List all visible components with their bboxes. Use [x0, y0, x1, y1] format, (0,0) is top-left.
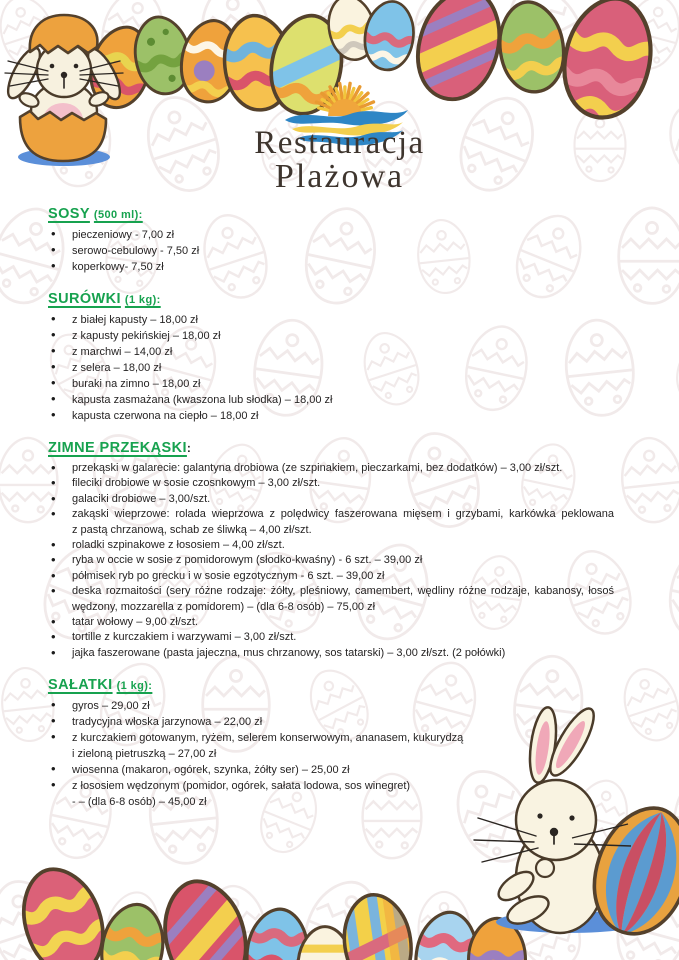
menu-item: • z marchwi – 14,00 zł [48, 344, 614, 360]
section-unit: (1 kg): [124, 294, 161, 306]
menu-item-line: • z łososiem wędzonym (pomidor, ogórek, sałata lodowa, sos winegret) [72, 780, 411, 793]
menu-item-line: z pastą chrzanową, schab ze śliwką – 4,00 zł/szt. [72, 523, 312, 536]
menu-item: • przekąski w galarecie: galantyna drobiowa (ze szpinakiem, pieczarkami, bez dodatków) – 3,00 zł/szt. [48, 461, 614, 476]
menu-item-line: - – (dla 6-8 osób) – 45,00 zł [72, 796, 207, 809]
menu-item: • kapusta zasmażana (kwaszona lub słodka) – 18,00 zł [48, 392, 614, 408]
menu-item [48, 584, 614, 615]
section-unit: (500 ml): [93, 209, 143, 221]
menu-item: • koperkowy- 7,50 zł [48, 259, 614, 275]
menu-section-surowki [48, 291, 614, 424]
easter-eggs-row-icon [0, 700, 679, 960]
restaurant-title [0, 126, 679, 194]
menu-section-zimne-przekaski [48, 440, 614, 661]
section-heading [48, 291, 614, 307]
menu-item [48, 507, 614, 538]
section-items [48, 461, 614, 661]
section-heading [48, 440, 614, 456]
bottom-egg-icon [0, 838, 546, 960]
menu-item: • serowo-cebulowy - 7,50 zł [48, 243, 614, 259]
menu-item-line: • z kurczakiem gotowanym, ryżem, selerem konserwowym, ananasem, kukurydzą [72, 732, 464, 745]
menu-item: • gyros – 29,00 zł [48, 698, 614, 714]
menu-item: • roladki szpinakowe z łososiem – 4,00 zł/szt. [48, 538, 614, 553]
section-title: SAŁATKI [48, 677, 113, 694]
section-title: SOSY [48, 206, 90, 222]
menu-section-sosy [48, 206, 614, 275]
menu-item: • z selera – 18,00 zł [48, 360, 614, 376]
menu-item: • kapusta czerwona na ciepło – 18,00 zł [48, 408, 614, 424]
section-items [48, 227, 614, 275]
section-heading-colon: : [186, 441, 192, 455]
menu-item: • buraki na zimno – 18,00 zł [48, 376, 614, 392]
menu-item: • pieczeniowy - 7,00 zł [48, 227, 614, 243]
menu-item: • jajka faszerowane (pasta jajeczna, mus chrzanowy, sos tatarski) – 3,00 zł/szt. (2 połówki) [48, 646, 614, 661]
menu-item-line: i zieloną pietruszką – 27,00 zł [72, 748, 217, 761]
menu-item-line: wędzony, mozzarella z pomidorem) – (dla 6-8 osób) – 75,00 zł [72, 600, 376, 613]
restaurant-name-line1: Restauracja [254, 125, 425, 161]
menu-item: • półmisek ryb po grecku i w sosie egzotycznym - 6 szt. – 39,00 zł [48, 569, 614, 584]
menu-item: • tatar wołowy – 9,00 zł/szt. [48, 615, 614, 630]
section-heading [48, 677, 614, 693]
menu-item: • z kapusty pekińskiej – 18,00 zł [48, 328, 614, 344]
section-items [48, 312, 614, 424]
menu-item: • wiosenna (makaron, ogórek, szynka, żółty ser) – 25,00 zł [48, 762, 614, 778]
menu-item: • tortille z kurczakiem i warzywami – 3,00 zł/szt. [48, 630, 614, 645]
menu-item: • galaciki drobiowe – 3,00/szt. [48, 492, 614, 507]
section-title: ZIMNE PRZEKĄSKI [48, 440, 187, 456]
menu-item: • ryba w occie w sosie z pomidorowym (słodko-kwaśny) - 6 szt. – 39,00 zł [48, 553, 614, 568]
section-heading [48, 206, 614, 222]
section-unit: (1 kg): [116, 680, 153, 693]
menu-item: • tradycyjna włoska jarzynowa – 22,00 zł [48, 714, 614, 730]
section-title: SURÓWKI [48, 291, 121, 307]
menu-item-line: • zakąski wieprzowe: rolada wieprzowa z polędwicy faszerowana mięsem i grzybami, karkówka peklowana [72, 508, 614, 521]
restaurant-name-line2: Plażowa [274, 158, 405, 195]
menu-item: • fileciki drobiowe w sosie czosnkowym – 3,00 zł/szt. [48, 476, 614, 491]
menu-item-line: • deska rozmaitości (sery różne rodzaje: żółty, pleśniowy, camembert, wędliny różne rodzaje, kabanosy, łosoś [72, 585, 614, 598]
menu-item: • z białej kapusty – 18,00 zł [48, 312, 614, 328]
